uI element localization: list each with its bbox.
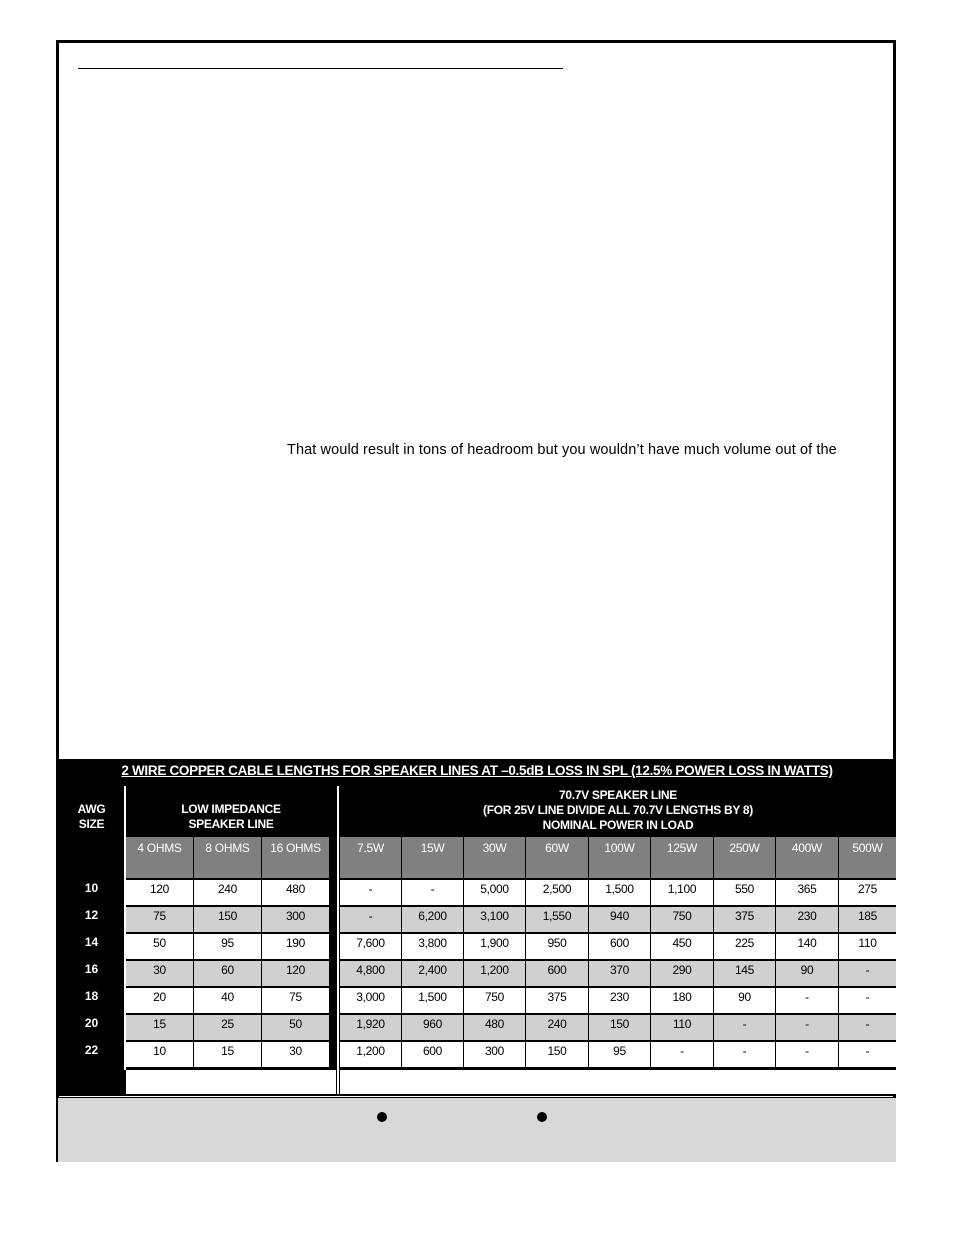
table-cell: 150 <box>194 907 261 932</box>
awg-header-line: AWG <box>77 802 106 816</box>
table-cell: 75 <box>126 907 193 932</box>
column-header: 100W <box>589 837 650 878</box>
table-cell: 6,200 <box>402 907 463 932</box>
table-cell: 375 <box>526 988 588 1013</box>
table-cell: 365 <box>776 880 838 905</box>
table-cell: 1,500 <box>589 880 650 905</box>
table-cell: 110 <box>651 1015 713 1040</box>
awg-row-label: 22 <box>84 1043 99 1057</box>
table-cell: 50 <box>262 1015 329 1040</box>
column-header: 4 OHMS <box>126 837 193 878</box>
table-cell: 750 <box>651 907 713 932</box>
low-header-line: LOW IMPEDANCE <box>181 802 281 816</box>
awg-row-label: 14 <box>84 935 99 949</box>
table-title: 2 WIRE COPPER CABLE LENGTHS FOR SPEAKER LINES AT –0.5dB LOSS IN SPL (12.5% POWER LOSS IN WATTS) <box>121 763 833 778</box>
footer-band <box>58 1097 896 1162</box>
table-cell: - <box>839 988 896 1013</box>
table-cell: 1,550 <box>526 907 588 932</box>
footer-cell-low <box>126 1070 336 1094</box>
table-cell: 10 <box>126 1042 193 1067</box>
table-cell: 5,000 <box>464 880 525 905</box>
table-cell: 60 <box>194 961 261 986</box>
table-cell: 480 <box>262 880 329 905</box>
title-underline <box>78 68 563 69</box>
awg-row-label: 12 <box>84 908 99 922</box>
table-cell: - <box>340 880 401 905</box>
column-header: 500W <box>839 837 896 878</box>
table-cell: - <box>839 1015 896 1040</box>
column-header: 8 OHMS <box>194 837 261 878</box>
table-cell: 240 <box>194 880 261 905</box>
table-cell: 50 <box>126 934 193 959</box>
awg-row-label: 18 <box>84 989 99 1003</box>
body-text-line: That would result in tons of headroom but you wouldn’t have much volume out of the <box>287 442 837 458</box>
table-cell: 150 <box>589 1015 650 1040</box>
table-cell: 550 <box>714 880 775 905</box>
column-header: 125W <box>651 837 713 878</box>
table-cell: 3,100 <box>464 907 525 932</box>
table-cell: 1,200 <box>340 1042 401 1067</box>
table-cell: 300 <box>262 907 329 932</box>
table-cell: - <box>839 961 896 986</box>
table-cell: 145 <box>714 961 775 986</box>
line70-header-line: (FOR 25V LINE DIVIDE ALL 70.7V LENGTHS BY 8) <box>483 803 753 817</box>
table-cell: 370 <box>589 961 650 986</box>
table-cell: 40 <box>194 988 261 1013</box>
table-cell: 230 <box>589 988 650 1013</box>
table-cell: 1,920 <box>340 1015 401 1040</box>
table-cell: 225 <box>714 934 775 959</box>
table-cell: 25 <box>194 1015 261 1040</box>
awg-row-label: 10 <box>84 881 99 895</box>
line-70v-header <box>340 788 896 833</box>
table-cell: 150 <box>526 1042 588 1067</box>
column-header: 60W <box>526 837 588 878</box>
bullet-dot <box>377 1112 387 1122</box>
footer-cell-70v <box>340 1070 896 1094</box>
cable-length-table <box>58 759 896 1096</box>
column-header: 400W <box>776 837 838 878</box>
table-cell: 275 <box>839 880 896 905</box>
table-cell: - <box>651 1042 713 1067</box>
table-cell: 230 <box>776 907 838 932</box>
table-cell: 90 <box>776 961 838 986</box>
table-cell: 600 <box>589 934 650 959</box>
table-cell: 240 <box>526 1015 588 1040</box>
table-cell: 600 <box>526 961 588 986</box>
awg-header-line: SIZE <box>78 817 105 831</box>
table-cell: 20 <box>126 988 193 1013</box>
table-cell: 120 <box>126 880 193 905</box>
awg-row-label: 16 <box>84 962 99 976</box>
table-cell: 1,200 <box>464 961 525 986</box>
column-separator <box>337 786 339 1094</box>
table-cell: 290 <box>651 961 713 986</box>
table-cell: 750 <box>464 988 525 1013</box>
table-cell: - <box>714 1042 775 1067</box>
column-header: 15W <box>402 837 463 878</box>
table-cell: 375 <box>714 907 775 932</box>
table-cell: 75 <box>262 988 329 1013</box>
table-cell: 600 <box>402 1042 463 1067</box>
table-cell: - <box>340 907 401 932</box>
table-cell: - <box>402 880 463 905</box>
table-cell: 300 <box>464 1042 525 1067</box>
table-cell: 15 <box>126 1015 193 1040</box>
table-cell: 7,600 <box>340 934 401 959</box>
table-cell: 120 <box>262 961 329 986</box>
table-cell: 1,900 <box>464 934 525 959</box>
table-cell: 185 <box>839 907 896 932</box>
bullet-dot <box>537 1112 547 1122</box>
column-header: 30W <box>464 837 525 878</box>
line70-header-line: NOMINAL POWER IN LOAD <box>542 818 694 832</box>
table-cell: 180 <box>651 988 713 1013</box>
table-cell: 15 <box>194 1042 261 1067</box>
table-cell: 480 <box>464 1015 525 1040</box>
table-cell: 960 <box>402 1015 463 1040</box>
table-cell: 4,800 <box>340 961 401 986</box>
table-cell: 140 <box>776 934 838 959</box>
awg-size-header <box>58 802 125 832</box>
table-cell: - <box>776 1042 838 1067</box>
table-cell: - <box>714 1015 775 1040</box>
table-cell: - <box>839 1042 896 1067</box>
column-header: 250W <box>714 837 775 878</box>
table-cell: 30 <box>262 1042 329 1067</box>
awg-row-label: 20 <box>84 1016 99 1030</box>
line70-header-line: 70.7V SPEAKER LINE <box>559 788 677 802</box>
table-cell: - <box>776 1015 838 1040</box>
table-cell: 95 <box>194 934 261 959</box>
table-cell: 950 <box>526 934 588 959</box>
table-cell: 90 <box>714 988 775 1013</box>
table-cell: 1,100 <box>651 880 713 905</box>
table-cell: 95 <box>589 1042 650 1067</box>
column-header: 16 OHMS <box>262 837 329 878</box>
table-cell: 450 <box>651 934 713 959</box>
low-header-line: SPEAKER LINE <box>188 817 274 831</box>
table-cell: 110 <box>839 934 896 959</box>
column-header: 7.5W <box>340 837 401 878</box>
table-cell: 1,500 <box>402 988 463 1013</box>
table-cell: 30 <box>126 961 193 986</box>
low-impedance-header <box>126 802 336 832</box>
table-cell: - <box>776 988 838 1013</box>
table-cell: 190 <box>262 934 329 959</box>
table-cell: 940 <box>589 907 650 932</box>
table-cell: 3,000 <box>340 988 401 1013</box>
table-cell: 2,500 <box>526 880 588 905</box>
table-cell: 3,800 <box>402 934 463 959</box>
table-cell: 2,400 <box>402 961 463 986</box>
